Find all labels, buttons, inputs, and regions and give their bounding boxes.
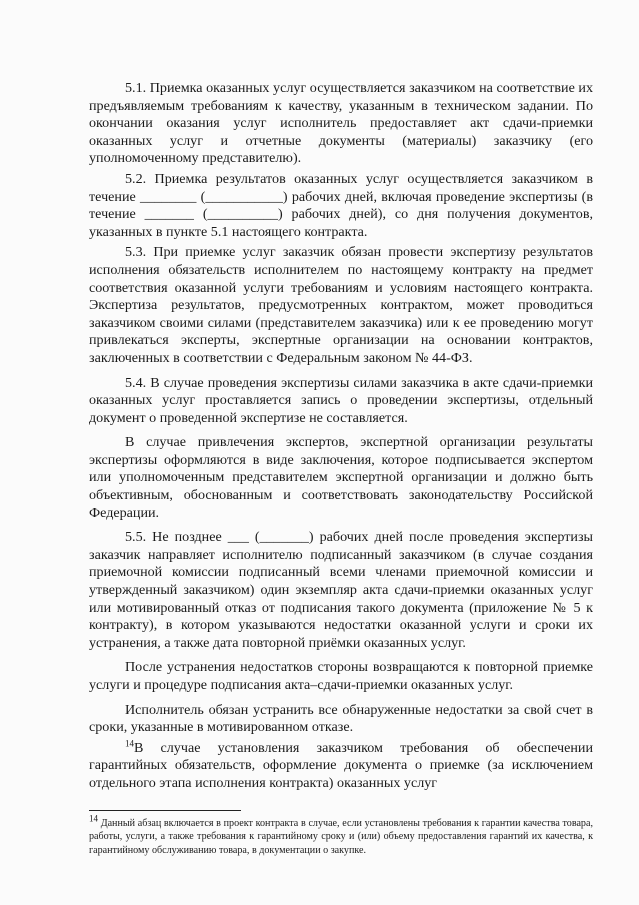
paragraph-experts: В случае привлечения экспертов, экспертной организации результаты экспертизы оформляются в виде заключения, которое подписывается экспертом или уполномоченным представителем экспертной организации и должно быть объективным, обоснованным и соответствовать законодательству Российской Федерации. [89,434,593,521]
paragraph-5-2: 5.2. Приемка результатов оказанных услуг осуществляется заказчиком в течение ________ (___________) рабочих дней, включая проведение экспертизы (в течение _______ (__________) рабочих дней), со дня получения документов, указанных в пункте 5.1 настоящего контракта. [89,170,593,240]
paragraph-5-3: 5.3. При приемке услуг заказчик обязан провести экспертизу результатов исполнения обязательств исполнителем по настоящему контракту на предмет соответствия оказанной услуги требованиям и условиям настоящего контракта. Экспертиза результатов, предусмотренных контрактом, может проводиться заказчиком своими силами (представителем заказчика) или к ее проведению могут привлекаться эксперты, экспертные организации на основании контрактов, заключенных в соответствии с Федеральным законом № 44-ФЗ. [89,244,593,366]
paragraph-guarantee [89,740,593,793]
footnote-text: Данный абзац включается в проект контракта в случае, если установлены требования к гарантии качества товара, работы, услуги, а также требования к гарантийному сроку и (или) объему предоставления гарантий их качества, к гарантийному обслуживанию товара, в документации о закупке. [89,818,593,856]
paragraph-5-5: 5.5. Не позднее ___ (_______) рабочих дней после проведения экспертизы заказчик направляет исполнителю подписанный заказчиком (в случае создания приемочной комиссии подписанный всеми членами приемочной комиссии и утвержденный заказчиком) один экземпляр акта сдачи-приемки оказанных услуг или мотивированный отказ от подписания такого документа (приложение № 5 к контракту), в котором указываются недостатки оказанной услуги и сроки их устранения, а также дата повторной приёмки оказанных услуг. [89,529,593,651]
paragraph-repeat-acceptance: После устранения недостатков стороны возвращаются к повторной приемке услуги и процедуре подписания акта–сдачи-приемки оказанных услуг. [89,659,593,693]
paragraph-5-1: 5.1. Приемка оказанных услуг осуществляется заказчиком на соответствие их предъявляемым требованиям к качеству, указанным в техническом задании. По окончании оказания услуг исполнитель предоставляет акт сдачи-приемки оказанных услуг и отчетные документы (материалы) заказчику (его уполномоченному представителю). [89,80,593,167]
footnote-reference[interactable]: 14 [125,738,134,749]
paragraph-5-4: 5.4. В случае проведения экспертизы силами заказчика в акте сдачи-приемки оказанных услуг проставляется запись о проведении экспертизы, отдельный документ о проведенной экспертизе не составляется. [89,374,593,426]
footnote-marker: 14 [89,813,98,824]
footnote-separator [89,810,241,811]
paragraph-contractor-obligation: Исполнитель обязан устранить все обнаруженные недостатки за свой счет в сроки, указанные в мотивированном отказе. [89,701,593,736]
footnote [89,813,593,857]
paragraph-guarantee-text: В случае установления заказчиком требования об обеспечении гарантийных обязательств, оформление документа о приемке (за исключением отдельного этапа исполнения контракта) оказанных услуг [89,739,593,791]
document-body [89,80,593,793]
